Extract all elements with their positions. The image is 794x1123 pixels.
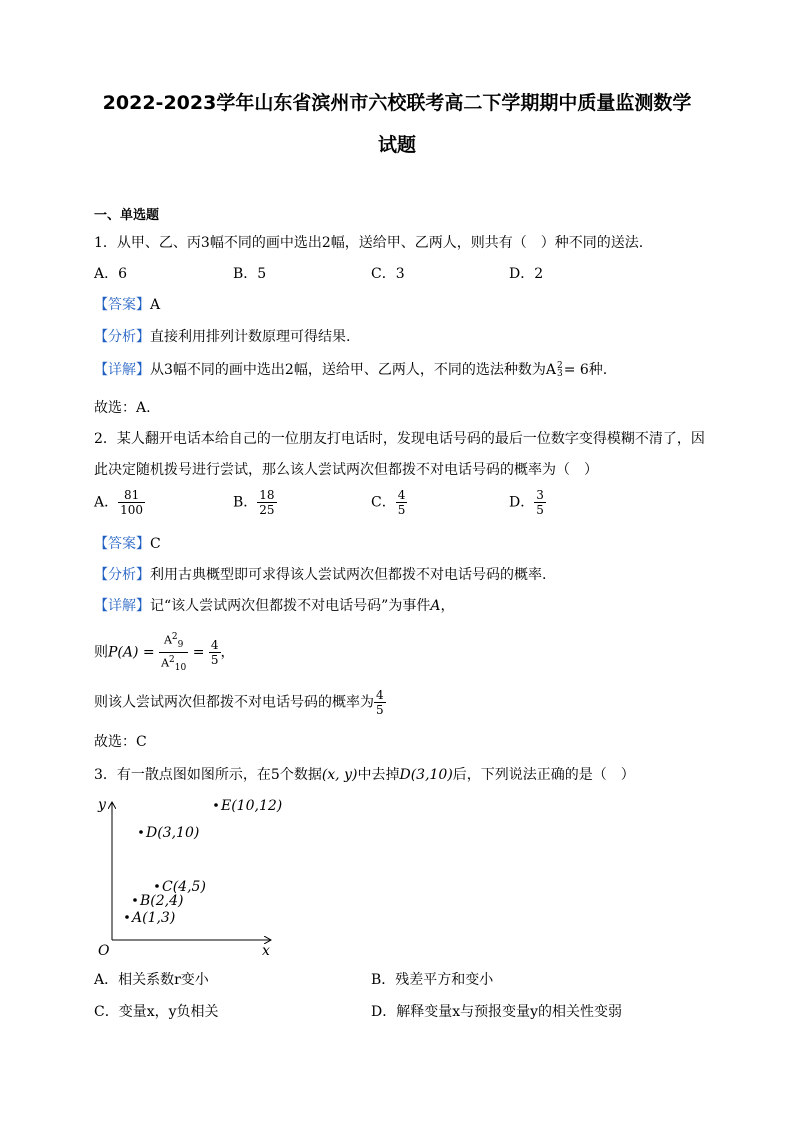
q2-stem-line1: 2．某人翻开电话本给自己的一位朋友打电话时，发现电话号码的最后一位数字变得模糊不清了，因 — [94, 431, 705, 447]
q1-option-d: D．2 — [509, 266, 544, 282]
section-heading: 一、单选题 — [94, 208, 160, 223]
q1-option-c: C．3 — [371, 266, 405, 282]
q1-detail-text: 从3幅不同的画中选出2幅，送给甲、乙两人，不同的选法种数为 — [150, 362, 546, 378]
q2-analysis: 【分析】利用古典概型即可求得该人尝试两次但都拨不对电话号码的概率. — [94, 567, 547, 583]
q3-option-b: B．残差平方和变小 — [371, 972, 494, 988]
page-title-line2: 试题 — [377, 134, 416, 156]
detail-tag: 【详解】 — [94, 362, 150, 378]
scatter-label-2: C(4,5) — [162, 879, 206, 895]
q2-result: 则该人尝试两次但都拨不对电话号码的概率为 $\frac{4}{5}$ — [94, 688, 384, 717]
scatter-label-4: E(10,12) — [221, 798, 283, 814]
q3-option-a: A．相关系数r变小 — [94, 972, 209, 988]
answer-tag: 【答案】 — [94, 297, 150, 313]
scatter-point-2 — [155, 884, 159, 888]
analysis-tag: 【分析】 — [94, 329, 150, 345]
q1-answer-value: A — [150, 297, 161, 313]
q2-detail: 【详解】记“该人尝试两次但都拨不对电话号码”为事件A， — [94, 598, 455, 614]
points-layer — [125, 798, 282, 926]
q1-option-a: A．6 — [94, 266, 128, 282]
scatter-point-3 — [139, 830, 143, 834]
q1-stem: 1．从甲、乙、丙3幅不同的画中选出2幅，送给甲、乙两人，则共有（ ）种不同的送法. — [94, 235, 644, 251]
scatter-label-1: B(2,4) — [140, 893, 184, 909]
x-axis-label: x — [262, 943, 270, 959]
scatter-point-4 — [214, 803, 218, 807]
q1-option-b: B．5 — [233, 266, 267, 282]
page-title-line1: 2022-2023学年山东省滨州市六校联考高二下学期期中质量监测数学 — [102, 92, 692, 114]
q1-analysis — [94, 326, 350, 346]
origin-label: O — [98, 943, 110, 959]
y-axis-label: y — [98, 797, 106, 813]
q2-option-d: D． $\frac{3}{5}$ — [509, 488, 544, 517]
q2-option-a: A． $\frac{81}{100}$ — [94, 488, 144, 517]
scatter-label-3: D(3,10) — [146, 825, 200, 841]
q1-analysis-text: 直接利用排列计数原理可得结果. — [150, 329, 351, 345]
q2-answer: 【答案】C — [94, 536, 161, 552]
q2-conclusion: 故选：C — [94, 734, 147, 750]
q1-answer — [94, 294, 160, 314]
scatter-label-0: A(1,3) — [132, 910, 176, 926]
scatter-point-0 — [125, 915, 129, 919]
q2-option-c: C． $\frac{4}{5}$ — [371, 488, 406, 517]
q2-stem-line2: 此决定随机拨号进行尝试，那么该人尝试两次但都拨不对电话号码的概率为（ ） — [94, 462, 598, 478]
q3-stem: 3．有一散点图如图所示，在5个数据(x, y)中去掉D(3,10)后，下列说法正确的是（ ） — [94, 767, 635, 783]
q3-option-d: D．解释变量x与预报变量y的相关性变弱 — [371, 1004, 623, 1020]
q1-detail — [94, 359, 607, 379]
scatter-plot — [90, 795, 290, 960]
q2-option-b: B． $\frac{18}{25}$ — [233, 488, 275, 517]
scatter-point-1 — [133, 898, 137, 902]
q2-formula: 则P(A) = $\frac{A^2_9}{A^2_{10}}$ = $\frac{4}{5}$ ， — [94, 632, 235, 673]
q1-detail-math: A 2 3 = 6种. — [545, 361, 608, 379]
q1-conclusion: 故选：A. — [94, 400, 151, 416]
q3-option-c: C．变量x，y负相关 — [94, 1004, 219, 1020]
